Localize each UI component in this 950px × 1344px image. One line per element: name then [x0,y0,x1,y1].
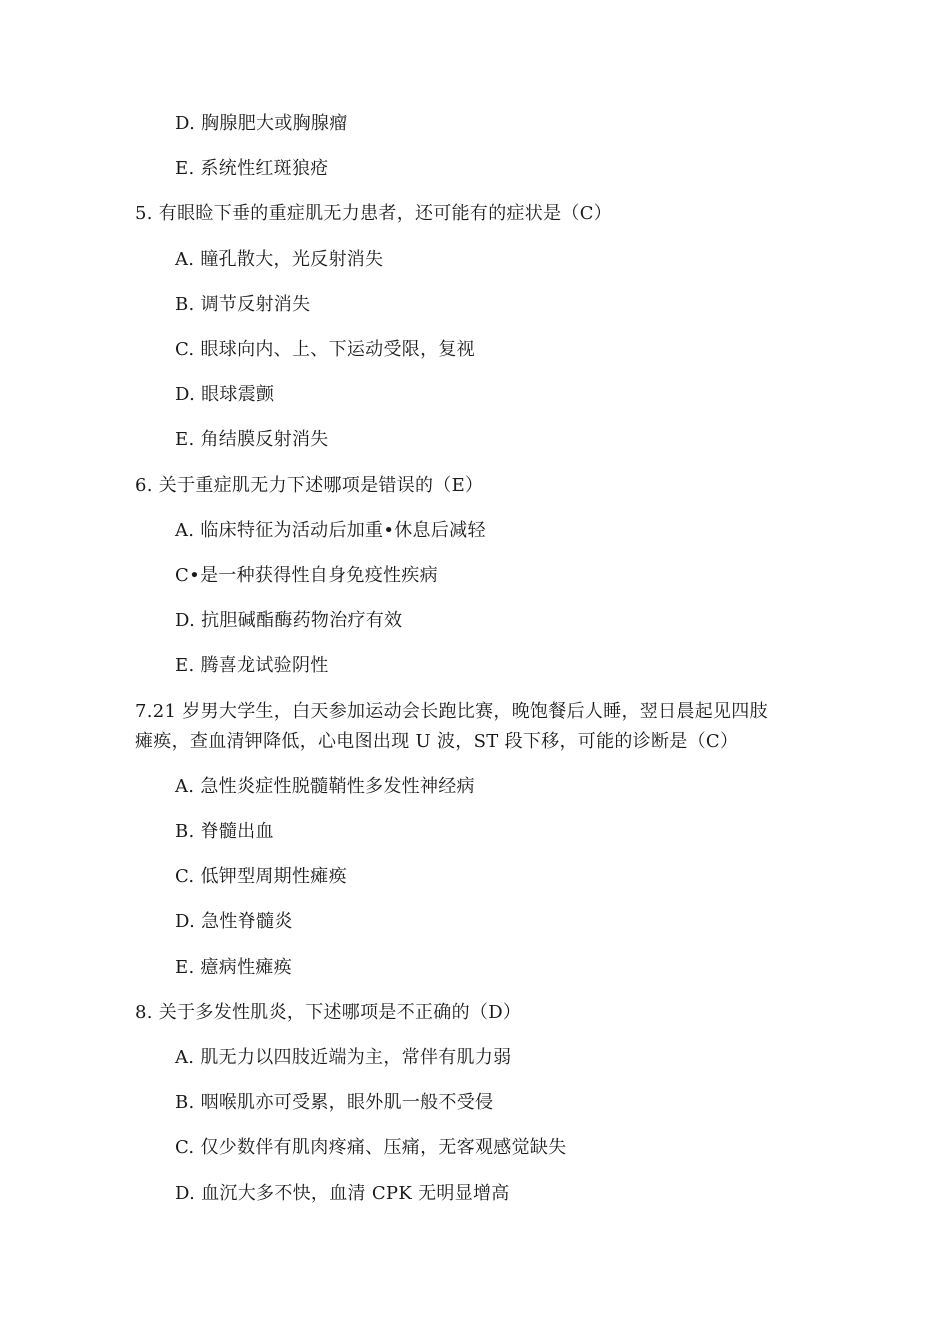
option-line: E. 癔病性瘫痪 [175,957,292,978]
question-line: 7.21 岁男大学生，白天参加运动会长跑比赛，晚饱餐后人睡，翌日晨起见四肢 [135,701,768,722]
option-line: D. 血沉大多不快，血清 CPK 无明显增高 [175,1183,510,1204]
option-line: D. 胸腺肥大或胸腺瘤 [175,113,348,134]
option-line: A. 临床特征为活动后加重•休息后减轻 [175,520,486,541]
option-line: D. 抗胆碱酯酶药物治疗有效 [175,610,403,631]
option-line: C. 眼球向内、上、下运动受限，复视 [175,339,475,360]
option-line: B. 咽喉肌亦可受累，眼外肌一般不受侵 [175,1092,494,1113]
option-line: A. 肌无力以四肢近端为主，常伴有肌力弱 [175,1047,512,1068]
question-line: 5. 有眼睑下垂的重症肌无力患者，还可能有的症状是（C） [135,203,613,224]
option-line: D. 急性脊髓炎 [175,911,293,932]
question-line-continued: 瘫痪，查血清钾降低，心电图出现 U 波，ST 段下移，可能的诊断是（C） [135,731,739,752]
question-line: 6. 关于重症肌无力下述哪项是错误的（E） [135,475,484,496]
option-line: E. 腾喜龙试验阴性 [175,655,329,676]
question-line: 8. 关于多发性肌炎，下述哪项是不正确的（D） [135,1002,522,1023]
option-line: A. 瞳孔散大，光反射消失 [175,249,384,270]
option-line: E. 系统性红斑狼疮 [175,158,329,179]
option-line: C. 仅少数伴有肌肉疼痛、压痛，无客观感觉缺失 [175,1137,567,1158]
option-line: C•是一种获得性自身免疫性疾病 [175,565,438,586]
option-line: B. 脊髓出血 [175,821,274,842]
option-line: C. 低钾型周期性瘫痪 [175,866,347,887]
option-line: B. 调节反射消失 [175,294,311,315]
option-line: D. 眼球震颤 [175,384,275,405]
option-line: E. 角结膜反射消失 [175,429,329,450]
option-line: A. 急性炎症性脱髓鞘性多发性神经病 [175,776,475,797]
